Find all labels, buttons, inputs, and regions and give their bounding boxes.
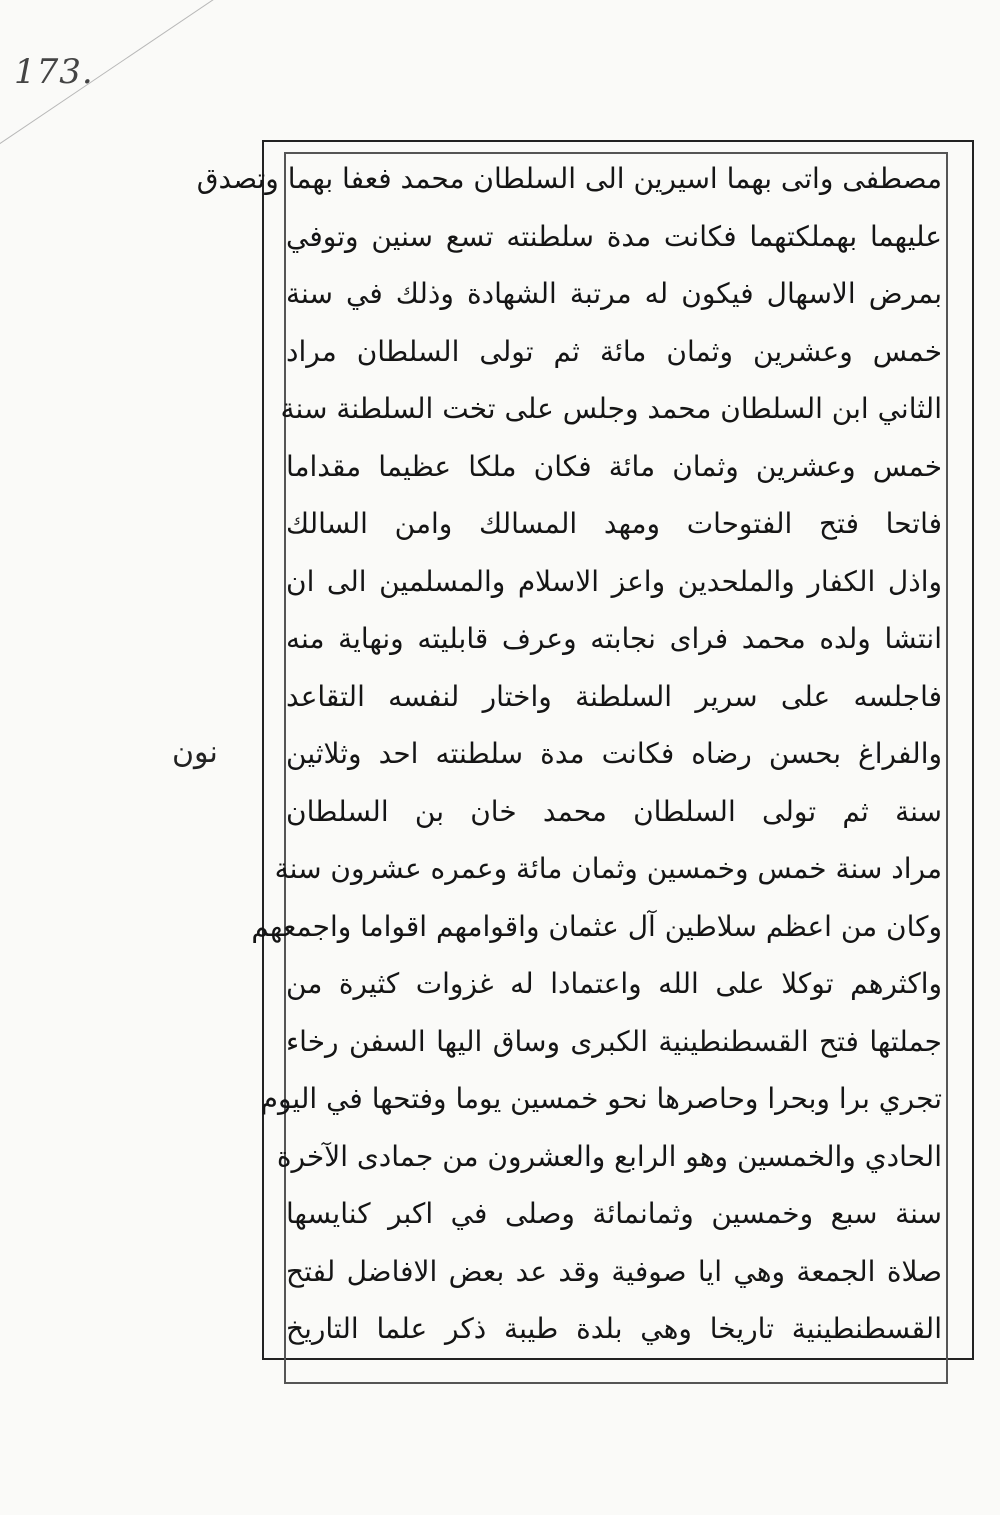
text-line: مصطفى واتى بهما اسيرين الى السلطان محمد فعفا بهما وتصدق (196, 162, 942, 195)
text-line: جملتها فتح القسطنطينية الكبرى وساق اليها السفن رخاء (286, 1024, 942, 1058)
text-line: فاجلسه على سرير السلطنة واختار لنفسه التقاعد (286, 679, 942, 713)
text-line: انتشا ولده محمد فراى نجابته وعرف قابليته ونهاية منه (286, 622, 942, 655)
manuscript-text (196, 150, 942, 1358)
text-line: فاتحا فتح الفتوحات ومهد المسالك وامن السالك (286, 507, 942, 540)
text-line: واذل الكفار والملحدين واعز الاسلام والمسلمين الى ان (286, 564, 942, 598)
text-line: وكان من اعظم سلاطين آل عثمان واقوامهم اقواما واجمعهم (251, 909, 942, 943)
text-line: الحادي والخمسين وهو الرابع والعشرون من جمادى الآخرة (276, 1139, 942, 1173)
text-line: خمس وعشرين وثمان مائة ثم تولى السلطان مراد (286, 334, 942, 368)
page-number: 173. (14, 52, 94, 92)
text-line: واكثرهم توكلا على الله واعتمادا له غزوات كثيرة من (286, 967, 942, 1000)
text-line: والفراغ بحسن رضاه فكانت مدة سلطنته احد وثلاثين (286, 737, 942, 770)
text-line: بمرض الاسهال فيكون له مرتبة الشهادة وذلك في سنة (286, 277, 942, 310)
text-line: سنة سبع وخمسين وثمانمائة وصلى في اكبر كنايسها (286, 1197, 942, 1230)
text-line: خمس وعشرين وثمان مائة فكان ملكا عظيما مقداما (286, 449, 942, 483)
margin-note: نون (172, 735, 218, 770)
text-line: سنة ثم تولى السلطان محمد خان بن السلطان (286, 794, 942, 828)
text-line: تجري برا وبحرا وحاصرها نحو خمسين يوما وفتحها في اليوم (260, 1082, 942, 1115)
text-line: القسطنطينية تاريخا وهي بلدة طيبة ذكر علما التاريخ (286, 1312, 942, 1345)
text-line: الثاني ابن السلطان محمد وجلس على تخت السلطنة سنة (280, 392, 942, 425)
text-line: صلاة الجمعة وهي ايا صوفية وقد عد بعض الافاضل لفتح (286, 1254, 942, 1288)
text-line: عليهما بهملكتهما فكانت مدة سلطنته تسع سنين وتوفي (286, 219, 942, 253)
text-line: مراد سنة خمس وخمسين وثمان مائة وعمره عشرون سنة (274, 852, 942, 885)
